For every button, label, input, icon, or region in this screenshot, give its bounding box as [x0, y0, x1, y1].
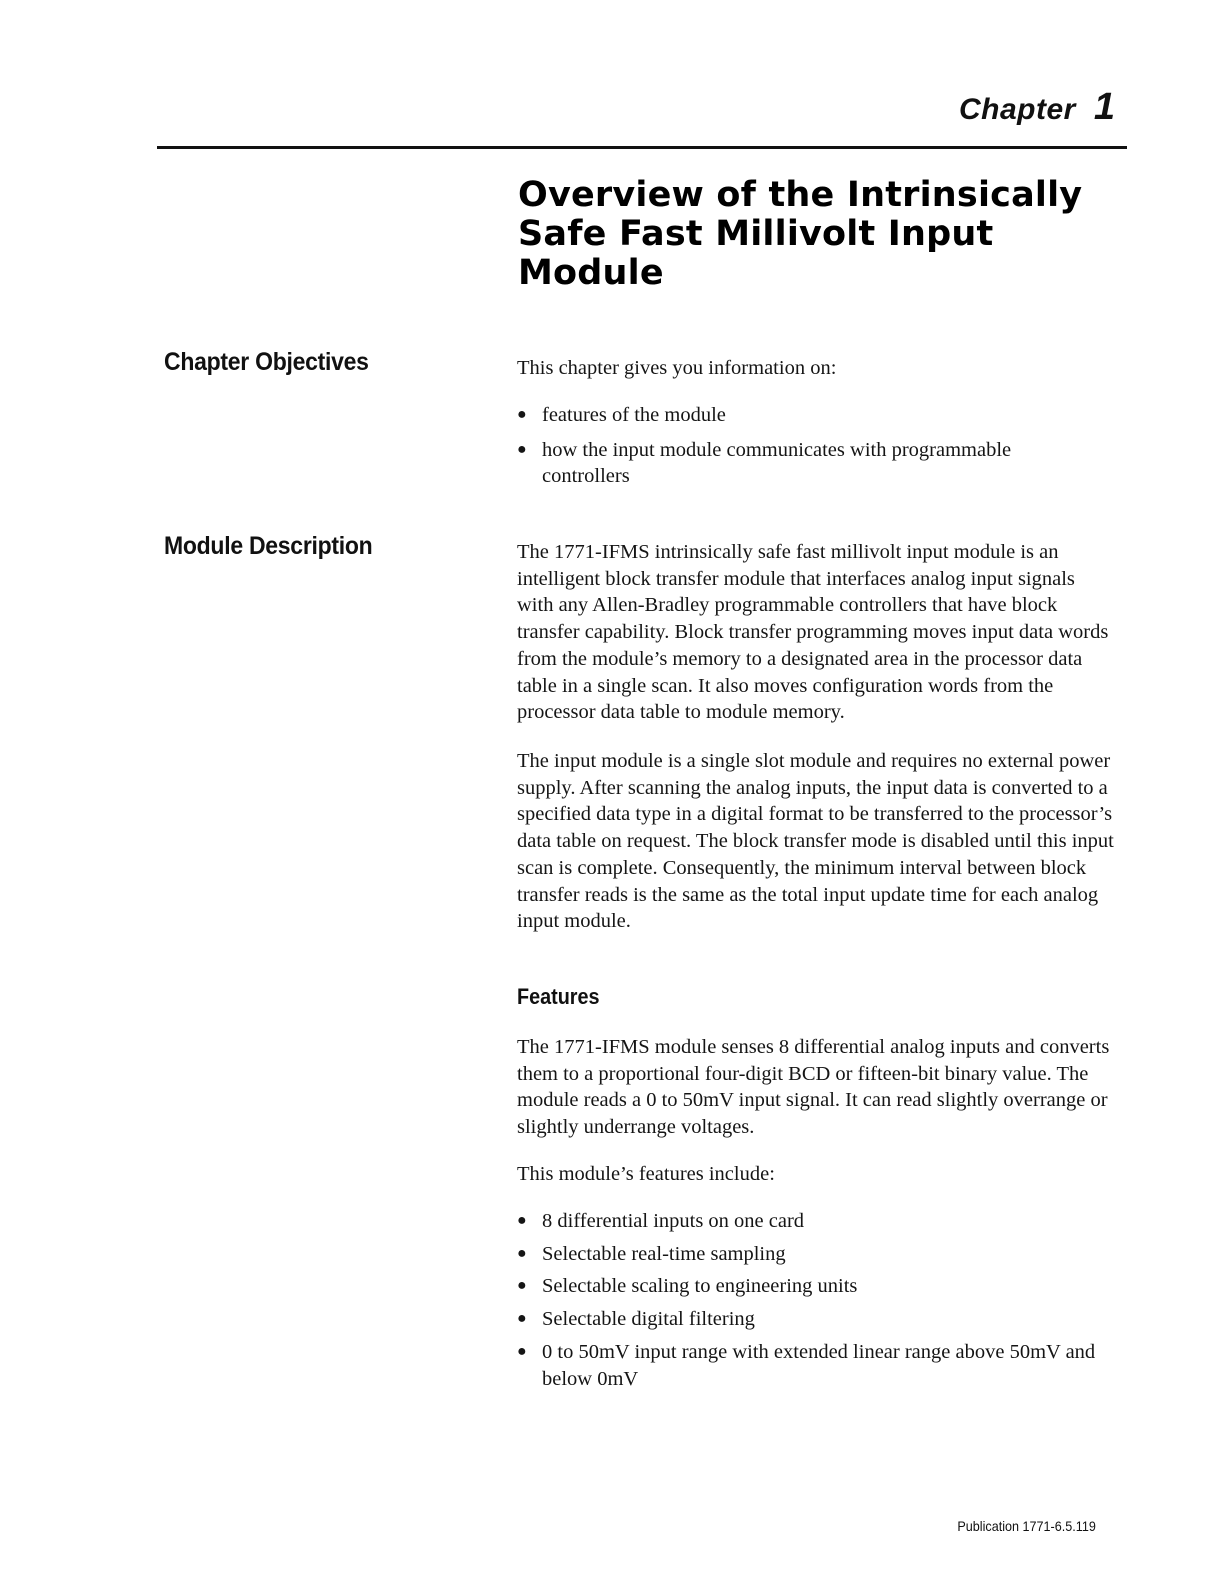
bullet-icon: ●	[517, 1244, 527, 1262]
bullet-icon: ●	[517, 1342, 527, 1360]
objectives-heading: Chapter Objectives	[164, 348, 369, 376]
features-heading: Features	[517, 984, 600, 1009]
list-item	[517, 1241, 1097, 1268]
list-item	[517, 1306, 1097, 1333]
chapter-label: Chapter	[959, 93, 1076, 126]
description-body-2	[517, 748, 1117, 935]
objectives-intro-text: This chapter gives you information on:	[517, 357, 837, 379]
list-item	[517, 1208, 1097, 1235]
title-line-2: Safe Fast Millivolt Input	[518, 214, 994, 254]
title-line-1: Overview of the Intrinsically	[518, 175, 1083, 215]
objectives-intro	[517, 355, 1117, 382]
bullet-text: 8 differential inputs on one card	[542, 1210, 805, 1232]
description-paragraph-1: The 1771-IFMS intrinsically safe fast millivolt input module is an intelligent block transfer module that interfaces analog input signals with any Allen-Bradley programmable controllers that have block transfer capability. Block transfer programming moves input data words from the module’s memory to a designated area in the processor data table in a single scan. It also moves configuration words from the processor data table to module memory.	[517, 541, 1109, 724]
bullet-icon: ●	[517, 406, 527, 423]
objectives-bullet-list	[517, 402, 1077, 490]
chapter-header	[959, 86, 1115, 129]
bullet-icon: ●	[517, 1212, 527, 1229]
bullet-icon: ●	[517, 440, 527, 458]
description-body	[517, 539, 1112, 726]
bullet-icon: ●	[517, 1277, 527, 1295]
bullet-text: how the input module communicates with programmable controllers	[542, 438, 1012, 488]
bullet-icon: ●	[517, 1310, 527, 1328]
title-line-3: Module	[518, 253, 664, 293]
description-heading: Module Description	[164, 532, 373, 560]
bullet-text: Selectable digital filtering	[542, 1308, 755, 1331]
chapter-number: 1	[1093, 86, 1115, 128]
bullet-text: features of the module	[542, 404, 726, 426]
features-bullet-list	[517, 1208, 1097, 1392]
bullet-text: 0 to 50mV input range with extended linear range above 50mV and below 0mV	[542, 1340, 1096, 1390]
list-item	[517, 437, 1077, 490]
bullet-text: Selectable real-time sampling	[542, 1242, 786, 1265]
features-body	[517, 1034, 1112, 1141]
page-title	[518, 176, 1118, 293]
bullet-text: Selectable scaling to engineering units	[542, 1275, 858, 1298]
description-paragraph-2: The input module is a single slot module and requires no external power supply. After scanning the analog inputs, the input data is converted to a specified data type in a digital format to be transferred to the processor’s data table on request. The block transfer mode is disabled until this input scan is complete. Consequently, the minimum interval between block transfer reads is the same as the total input update time for each analog input module.	[517, 750, 1114, 933]
features-paragraph-1: The 1771-IFMS module senses 8 differential analog inputs and converts them to a proportional four-digit BCD or fifteen-bit binary value. The module reads a 0 to 50mV input signal. It can read slightly overrange or slightly underrange voltages.	[517, 1036, 1110, 1139]
features-intro-text: This module’s features include:	[517, 1163, 775, 1185]
header-rule	[157, 146, 1127, 149]
features-intro	[517, 1161, 1117, 1188]
list-item	[517, 1273, 1097, 1300]
publication-footer: Publication 1771-6.5.119	[957, 1518, 1096, 1534]
list-item	[517, 402, 1077, 429]
list-item	[517, 1339, 1097, 1392]
